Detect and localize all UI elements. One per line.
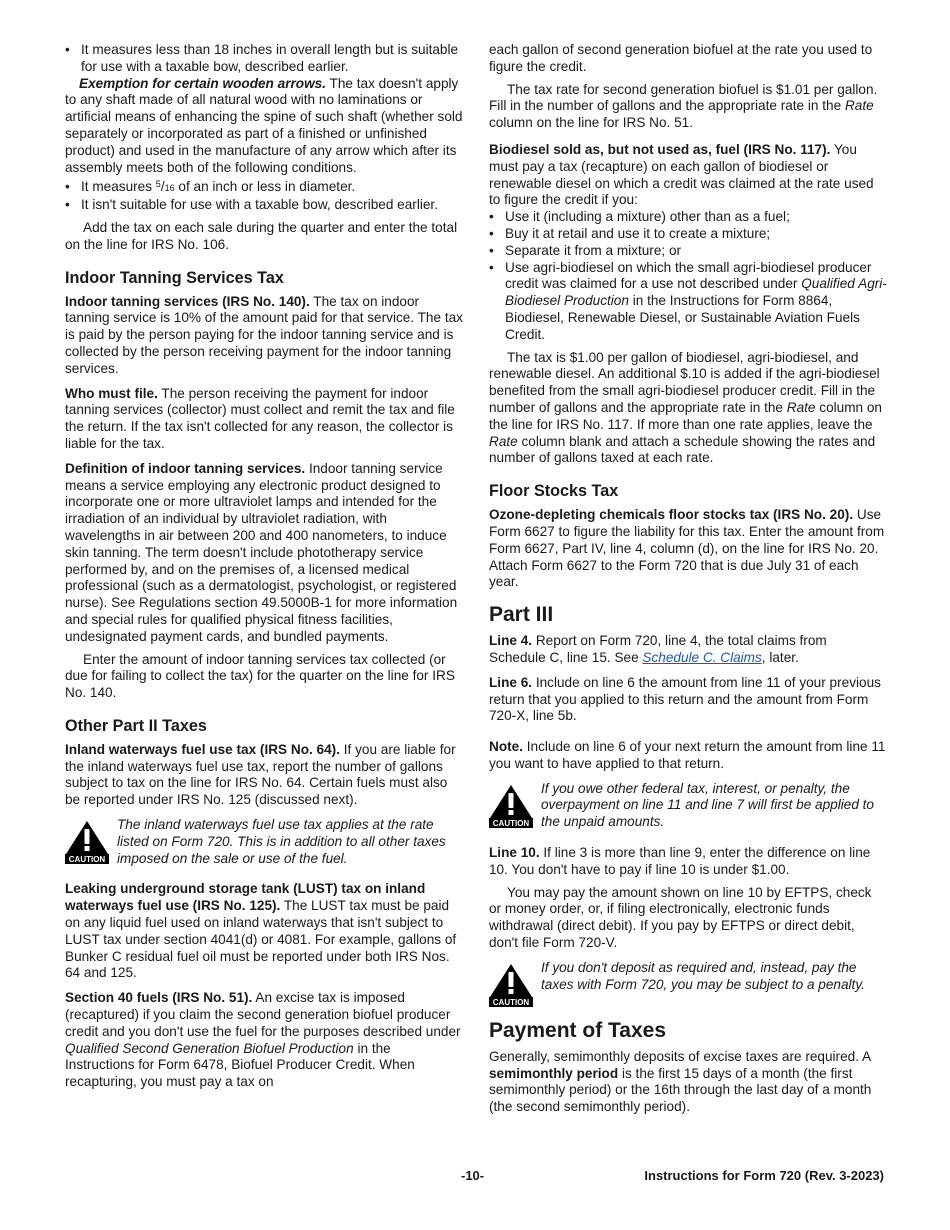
section-heading: Floor Stocks Tax [489, 482, 619, 501]
svg-text:CAUTION: CAUTION [68, 855, 106, 865]
paragraph: Inland waterways fuel use tax (IRS No. 64). If you are liable for the inland waterways fuel use tax, report the number of gallons subject to tax on the line for IRS No. 64. Certain fuels must also be reported under IRS No. 125 (discussed next). [65, 741, 456, 808]
paragraph: each gallon of second generation biofuel at the rate you used to figure the credit. [489, 42, 873, 74]
paragraph: Generally, semimonthly deposits of excise taxes are required. A semimonthly period is the first 15 days of a month (the first semimonthly period) or the 16th through the last day of a month (the second semimonthly period). [489, 1048, 872, 1115]
section-heading: Indoor Tanning Services Tax [65, 268, 284, 287]
list-item: • Separate it from a mixture; or [489, 242, 682, 258]
paragraph: Line 4. Report on Form 720, line 4, the total claims from Schedule C, line 15. See Schedule C. Claims, later. [489, 633, 827, 665]
paragraph: Indoor tanning services (IRS No. 140). The tax on indoor tanning service is 10% of the amount paid for that service. The tax is paid by the person paying for the indoor tanning service and is collected by the person receiving payment for the indoor tanning services. [65, 293, 463, 376]
page-number: -10- [461, 1168, 485, 1183]
paragraph: Ozone-depleting chemicals floor stocks tax (IRS No. 20). Use Form 6627 to figure the liability for this tax. Enter the amount from Form 6627, Part IV, line 4, column (d), on the line for IRS No. 20. Attach Form 6627 to the Form 720 that is due July 31 of each year. [489, 507, 885, 590]
list-item: • Use agri-biodiesel on which the small agri-biodiesel producer credit was claimed for a use not described under Qualified Agri-Biodiesel Production in the Instructions for Form 8864, Biodiesel, Renewable Diesel, or Sustainable Aviation Fuels Credit. [489, 259, 887, 342]
caution-note [489, 960, 887, 1007]
left-column [65, 42, 463, 1091]
paragraph: Biodiesel sold as, but not used as, fuel (IRS No. 117). You must pay a tax (recapture) on each gallon of biodiesel or renewable diesel on which a credit was claimed at the rate used to figure the credit if you: [489, 141, 874, 208]
caution-note [65, 817, 463, 867]
paragraph: Definition of indoor tanning services. Indoor tanning service means a service employing any electronic product designed to incorporate one or more ultraviolet lamps and intended for the irradiation of an individual by ultraviolet radiation, with wavelengths in air between 200 and 400 nanometers, to induce skin tanning. The term doesn't include phototherapy service performed by, and on the premises of, a licensed medical professional (such as a dermatologist, psychologist, or registered nurse). See Regulations section 49.5000B-1 for more information and special rules for qualified physical fitness facilities, undesignated payment cards, and bundled payments. [65, 460, 458, 644]
svg-text:CAUTION: CAUTION [492, 818, 530, 828]
caution-text: If you owe other federal tax, interest, or penalty, the overpayment on line 11 and line 7 will first be applied to the unpaid amounts. [541, 780, 874, 830]
paragraph: Who must file. The person receiving the payment for indoor tanning services (collector) must collect and remit the tax and file the return. If the tax isn't collected for any reason, the collector is liable for the tax. [65, 385, 455, 451]
paragraph: Leaking underground storage tank (LUST) tax on inland waterways fuel use (IRS No. 125). The LUST tax must be paid on any liquid fuel used on inland waterways that isn't subject to LUST tax under section 4041(d) or 4081. For example, gallons of Bunker C residual fuel oil must be reported under both IRS Nos. 64 and 125. [65, 881, 457, 981]
paragraph: Note. Include on line 6 of your next return the amount from line 11 you want to have applied to that return. [489, 739, 886, 771]
caution-icon [489, 963, 533, 1007]
part-heading: Part III [489, 603, 554, 627]
paragraph: Enter the amount of indoor tanning services tax collected (or due for failing to collect the tax) for the quarter on the line for IRS No. 140. [65, 651, 455, 701]
right-column [489, 42, 887, 1116]
caution-text: If you don't deposit as required and, instead, pay the taxes with Form 720, you may be subject to a penalty. [541, 959, 865, 992]
paragraph: The tax rate for second generation biofuel is $1.01 per gallon. Fill in the number of gallons and the appropriate rate in the Rate column on the line for IRS No. 51. [489, 81, 878, 131]
list-item: • It isn't suitable for use with a taxable bow, described earlier. [65, 197, 438, 213]
paragraph: Section 40 fuels (IRS No. 51). An excise tax is imposed (recaptured) if you claim the second generation biofuel producer credit and you don't use the fuel for the purposes described under Qualified Second Generation Biofuel Production in the Instructions for Form 6478, Biofuel Producer Credit. When recapturing, you must pay a tax on [65, 990, 461, 1090]
form-title: Instructions for Form 720 (Rev. 3-2023) [644, 1168, 884, 1183]
caution-note [489, 781, 887, 831]
list-item: • It measures less than 18 inches in overall length but is suitable for use with a taxable bow, described earlier. [65, 42, 459, 74]
schedule-c-claims-link[interactable]: Schedule C. Claims [642, 649, 762, 665]
paragraph: Line 10. If line 3 is more than line 9, enter the difference on line 10. You don't have to pay if line 10 is under $1.00. [489, 845, 871, 877]
paragraph: You may pay the amount shown on line 10 by EFTPS, check or money order, or, if filing electronically, electronic funds withdrawal (direct debit). If you pay by EFTPS or direct debit, don't file Form 720-V. [489, 884, 872, 951]
paragraph: The tax is $1.00 per gallon of biodiesel, agri-biodiesel, and renewable diesel. An additional $.10 is added if the agri-biodiesel benefited from the small agri-biodiesel producer credit. Fill in the number of gallons and the appropriate rate in the Rate column on the line for IRS No. 117. If more than one rate applies, leave the Rate column blank and attach a schedule showing the rates and number of gallons taxed at each rate. [489, 349, 882, 466]
paragraph: Line 6. Include on line 6 the amount from line 11 of your previous return that you applied to this return and the amount from Form 720-X, line 5b. [489, 674, 881, 724]
paragraph: Exemption for certain wooden arrows. The tax doesn't apply to any shaft made of all natural wood with no laminations or artificial means of enhancing the spine of such shaft (whether sold separately or incorporated as part of a finished or unfinished product) and used in the manufacture of any arrow which after its assembly meets both of the following conditions. [65, 75, 463, 175]
section-heading: Payment of Taxes [489, 1018, 667, 1042]
caution-icon [489, 784, 533, 828]
list-item: • Use it (including a mixture) other than as a fuel; [489, 209, 790, 225]
caution-text: The inland waterways fuel use tax applies at the rate listed on Form 720. This is in addition to all other taxes imposed on the sale or use of the fuel. [117, 817, 446, 866]
svg-text:CAUTION: CAUTION [492, 997, 530, 1007]
paragraph: Add the tax on each sale during the quarter and enter the total on the line for IRS No. 106. [65, 219, 458, 252]
section-heading: Other Part II Taxes [65, 716, 207, 735]
caution-icon [65, 820, 109, 864]
list-item: • Buy it at retail and use it to create a mixture; [489, 225, 771, 241]
list-item: • It measures $^5$/16 of an inch or less in diameter. [65, 179, 356, 195]
